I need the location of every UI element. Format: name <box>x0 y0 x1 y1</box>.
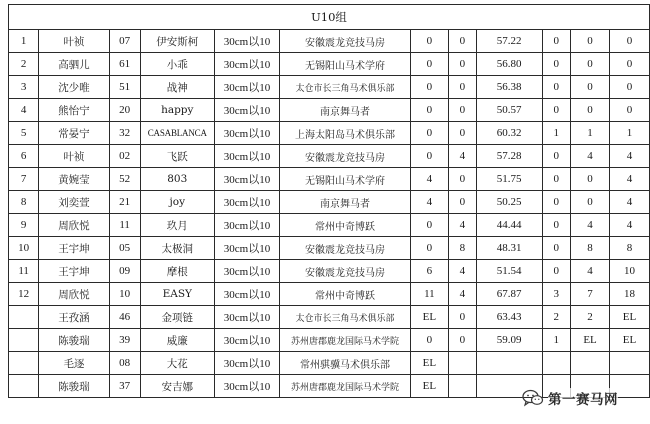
rank-cell: 3 <box>9 76 39 99</box>
table-row <box>9 145 650 168</box>
horse-cell: 太极洞 <box>140 237 214 260</box>
horse-number-cell: 08 <box>109 352 140 375</box>
total-faults-cell: EL <box>610 306 650 329</box>
rider-cell: 常晏宁 <box>39 122 109 145</box>
horse-cell: EASY <box>140 283 214 306</box>
round1-faults-cell: 0 <box>410 329 448 352</box>
round1-faults-cell: 0 <box>410 30 448 53</box>
club-cell: 常州骐骥马术俱乐部 <box>280 352 411 375</box>
club-cell: 苏州唐郡鹿龙国际马术学院 <box>280 329 411 352</box>
horse-cell: 伊安斯柯 <box>140 30 214 53</box>
jump-faults-cell: 7 <box>571 283 610 306</box>
class-cell: 30cm以10 <box>214 260 279 283</box>
club-cell: 上海太阳岛马术俱乐部 <box>280 122 411 145</box>
club-cell: 常州中奇博跃 <box>280 214 411 237</box>
rank-cell: 8 <box>9 191 39 214</box>
horse-number-cell: 02 <box>109 145 140 168</box>
jump-faults-cell: 8 <box>571 237 610 260</box>
round2-faults-cell <box>448 352 476 375</box>
horse-cell: 飞跃 <box>140 145 214 168</box>
rider-cell: 陈骏瑞 <box>39 329 109 352</box>
horse-cell: 威廉 <box>140 329 214 352</box>
class-cell: 30cm以10 <box>214 306 279 329</box>
table-row <box>9 352 650 375</box>
class-cell: 30cm以10 <box>214 329 279 352</box>
jump-faults-cell: 4 <box>571 260 610 283</box>
round2-faults-cell: 0 <box>448 76 476 99</box>
table-row <box>9 76 650 99</box>
time-cell: 50.57 <box>476 99 542 122</box>
class-cell: 30cm以10 <box>214 237 279 260</box>
wechat-icon <box>522 389 544 407</box>
round2-faults-cell: 0 <box>448 306 476 329</box>
club-cell: 安徽震龙竞技马房 <box>280 145 411 168</box>
time-faults-cell: 0 <box>542 53 571 76</box>
rank-cell <box>9 329 39 352</box>
rank-cell: 7 <box>9 168 39 191</box>
rank-cell: 12 <box>9 283 39 306</box>
time-cell: 67.87 <box>476 283 542 306</box>
jump-faults-cell: 0 <box>571 99 610 122</box>
rider-cell: 王宇坤 <box>39 260 109 283</box>
horse-cell: 玖月 <box>140 214 214 237</box>
table-row <box>9 237 650 260</box>
rider-cell: 熊怡宁 <box>39 99 109 122</box>
time-faults-cell: 0 <box>542 145 571 168</box>
total-faults-cell: 4 <box>610 214 650 237</box>
round1-faults-cell: 0 <box>410 145 448 168</box>
round2-faults-cell: 0 <box>448 168 476 191</box>
time-faults-cell: 0 <box>542 168 571 191</box>
time-cell <box>476 352 542 375</box>
jump-faults-cell: 2 <box>571 306 610 329</box>
rider-cell: 周欣悦 <box>39 283 109 306</box>
round1-faults-cell: 0 <box>410 237 448 260</box>
horse-number-cell: 46 <box>109 306 140 329</box>
horse-cell: 摩根 <box>140 260 214 283</box>
club-cell: 无锡阳山马术学府 <box>280 53 411 76</box>
class-cell: 30cm以10 <box>214 375 279 398</box>
time-cell: 56.80 <box>476 53 542 76</box>
total-faults-cell: 8 <box>610 237 650 260</box>
results-sheet <box>8 4 650 398</box>
club-cell: 苏州唐郡鹿龙国际马术学院 <box>280 375 411 398</box>
time-faults-cell: 3 <box>542 283 571 306</box>
table-row <box>9 306 650 329</box>
class-cell: 30cm以10 <box>214 76 279 99</box>
rank-cell: 2 <box>9 53 39 76</box>
horse-number-cell: 07 <box>109 30 140 53</box>
class-cell: 30cm以10 <box>214 53 279 76</box>
round2-faults-cell: 0 <box>448 99 476 122</box>
watermark <box>522 386 646 410</box>
table-row <box>9 30 650 53</box>
total-faults-cell: 18 <box>610 283 650 306</box>
round1-faults-cell: EL <box>410 375 448 398</box>
rank-cell: 6 <box>9 145 39 168</box>
results-table <box>8 4 650 398</box>
horse-number-cell: 21 <box>109 191 140 214</box>
rider-cell: 陈骏瑞 <box>39 375 109 398</box>
club-cell: 南京舞马者 <box>280 99 411 122</box>
time-faults-cell: 0 <box>542 214 571 237</box>
rank-cell: 4 <box>9 99 39 122</box>
round1-faults-cell: 0 <box>410 76 448 99</box>
jump-faults-cell: EL <box>571 329 610 352</box>
time-faults-cell <box>542 352 571 375</box>
club-cell: 南京舞马者 <box>280 191 411 214</box>
round2-faults-cell: 4 <box>448 145 476 168</box>
class-cell: 30cm以10 <box>214 191 279 214</box>
jump-faults-cell: 0 <box>571 168 610 191</box>
rider-cell: 王宇坤 <box>39 237 109 260</box>
club-cell: 太仓市长三角马术俱乐部 <box>280 306 411 329</box>
table-row <box>9 99 650 122</box>
round1-faults-cell: EL <box>410 306 448 329</box>
table-row <box>9 53 650 76</box>
table-title-row <box>9 5 650 30</box>
time-faults-cell: 1 <box>542 122 571 145</box>
table-row <box>9 168 650 191</box>
time-cell: 51.54 <box>476 260 542 283</box>
rank-cell <box>9 375 39 398</box>
rider-cell: 毛逐 <box>39 352 109 375</box>
round2-faults-cell: 8 <box>448 237 476 260</box>
class-cell: 30cm以10 <box>214 145 279 168</box>
rider-cell: 刘奕萱 <box>39 191 109 214</box>
round1-faults-cell: 0 <box>410 122 448 145</box>
horse-number-cell: 10 <box>109 283 140 306</box>
total-faults-cell: EL <box>610 329 650 352</box>
round2-faults-cell: 4 <box>448 283 476 306</box>
horse-number-cell: 20 <box>109 99 140 122</box>
round2-faults-cell: 4 <box>448 260 476 283</box>
time-faults-cell: 0 <box>542 237 571 260</box>
time-cell: 57.28 <box>476 145 542 168</box>
horse-number-cell: 11 <box>109 214 140 237</box>
rank-cell <box>9 352 39 375</box>
round2-faults-cell: 0 <box>448 30 476 53</box>
jump-faults-cell: 4 <box>571 145 610 168</box>
round1-faults-cell: 11 <box>410 283 448 306</box>
jump-faults-cell: 0 <box>571 53 610 76</box>
jump-faults-cell: 0 <box>571 76 610 99</box>
time-faults-cell: 0 <box>542 99 571 122</box>
total-faults-cell: 0 <box>610 30 650 53</box>
time-cell: 51.75 <box>476 168 542 191</box>
class-cell: 30cm以10 <box>214 352 279 375</box>
class-cell: 30cm以10 <box>214 99 279 122</box>
time-faults-cell: 0 <box>542 191 571 214</box>
horse-number-cell: 51 <box>109 76 140 99</box>
table-row <box>9 260 650 283</box>
rider-cell: 高驷儿 <box>39 53 109 76</box>
horse-number-cell: 61 <box>109 53 140 76</box>
club-cell: 安徽震龙竞技马房 <box>280 260 411 283</box>
time-cell: 56.38 <box>476 76 542 99</box>
total-faults-cell: 10 <box>610 260 650 283</box>
round1-faults-cell: 0 <box>410 99 448 122</box>
table-row <box>9 122 650 145</box>
time-faults-cell: 0 <box>542 30 571 53</box>
rider-cell: 沈少唯 <box>39 76 109 99</box>
time-cell: 57.22 <box>476 30 542 53</box>
table-row <box>9 329 650 352</box>
jump-faults-cell <box>571 352 610 375</box>
round2-faults-cell <box>448 375 476 398</box>
total-faults-cell: 4 <box>610 191 650 214</box>
round1-faults-cell: 0 <box>410 214 448 237</box>
total-faults-cell: 1 <box>610 122 650 145</box>
round1-faults-cell: 6 <box>410 260 448 283</box>
watermark-text: 第一赛马网 <box>548 388 618 408</box>
rider-cell: 黄婉莹 <box>39 168 109 191</box>
table-row <box>9 191 650 214</box>
horse-cell: joy <box>140 191 214 214</box>
round1-faults-cell: 4 <box>410 191 448 214</box>
rider-cell: 王孜涵 <box>39 306 109 329</box>
time-faults-cell: 2 <box>542 306 571 329</box>
total-faults-cell: 0 <box>610 53 650 76</box>
round2-faults-cell: 4 <box>448 214 476 237</box>
total-faults-cell <box>610 352 650 375</box>
time-faults-cell: 1 <box>542 329 571 352</box>
rank-cell <box>9 306 39 329</box>
club-cell: 安徽震龙竞技马房 <box>280 30 411 53</box>
horse-cell: 大花 <box>140 352 214 375</box>
horse-number-cell: 37 <box>109 375 140 398</box>
rider-cell: 叶祯 <box>39 145 109 168</box>
rank-cell: 9 <box>9 214 39 237</box>
rider-cell: 叶祯 <box>39 30 109 53</box>
time-cell: 48.31 <box>476 237 542 260</box>
class-cell: 30cm以10 <box>214 30 279 53</box>
horse-number-cell: 52 <box>109 168 140 191</box>
horse-cell: 金项链 <box>140 306 214 329</box>
time-cell: 59.09 <box>476 329 542 352</box>
horse-number-cell: 32 <box>109 122 140 145</box>
round2-faults-cell: 0 <box>448 329 476 352</box>
rank-cell: 1 <box>9 30 39 53</box>
club-cell: 常州中奇博跃 <box>280 283 411 306</box>
total-faults-cell: 4 <box>610 145 650 168</box>
horse-cell: 安吉娜 <box>140 375 214 398</box>
time-cell: 60.32 <box>476 122 542 145</box>
horse-cell: 803 <box>140 168 214 191</box>
table-row <box>9 283 650 306</box>
round1-faults-cell: 4 <box>410 168 448 191</box>
horse-cell: happy <box>140 99 214 122</box>
club-cell: 安徽震龙竞技马房 <box>280 237 411 260</box>
jump-faults-cell: 4 <box>571 214 610 237</box>
horse-number-cell: 05 <box>109 237 140 260</box>
horse-cell: 小乖 <box>140 53 214 76</box>
horse-cell: 战神 <box>140 76 214 99</box>
rank-cell: 11 <box>9 260 39 283</box>
time-faults-cell: 0 <box>542 260 571 283</box>
horse-cell: CASABLANCA <box>140 122 214 145</box>
round2-faults-cell: 0 <box>448 53 476 76</box>
class-cell: 30cm以10 <box>214 122 279 145</box>
time-cell: 50.25 <box>476 191 542 214</box>
time-cell: 63.43 <box>476 306 542 329</box>
club-cell: 太仓市长三角马术俱乐部 <box>280 76 411 99</box>
round1-faults-cell: 0 <box>410 53 448 76</box>
table-row <box>9 214 650 237</box>
total-faults-cell: 0 <box>610 76 650 99</box>
time-cell: 44.44 <box>476 214 542 237</box>
group-title: U10组 <box>9 5 650 30</box>
rank-cell: 5 <box>9 122 39 145</box>
time-faults-cell: 0 <box>542 76 571 99</box>
horse-number-cell: 39 <box>109 329 140 352</box>
class-cell: 30cm以10 <box>214 168 279 191</box>
rank-cell: 10 <box>9 237 39 260</box>
rider-cell: 周欣悦 <box>39 214 109 237</box>
total-faults-cell: 4 <box>610 168 650 191</box>
jump-faults-cell: 0 <box>571 191 610 214</box>
round1-faults-cell: EL <box>410 352 448 375</box>
round2-faults-cell: 0 <box>448 122 476 145</box>
total-faults-cell: 0 <box>610 99 650 122</box>
class-cell: 30cm以10 <box>214 214 279 237</box>
jump-faults-cell: 1 <box>571 122 610 145</box>
horse-number-cell: 09 <box>109 260 140 283</box>
club-cell: 无锡阳山马术学府 <box>280 168 411 191</box>
class-cell: 30cm以10 <box>214 283 279 306</box>
jump-faults-cell: 0 <box>571 30 610 53</box>
round2-faults-cell: 0 <box>448 191 476 214</box>
